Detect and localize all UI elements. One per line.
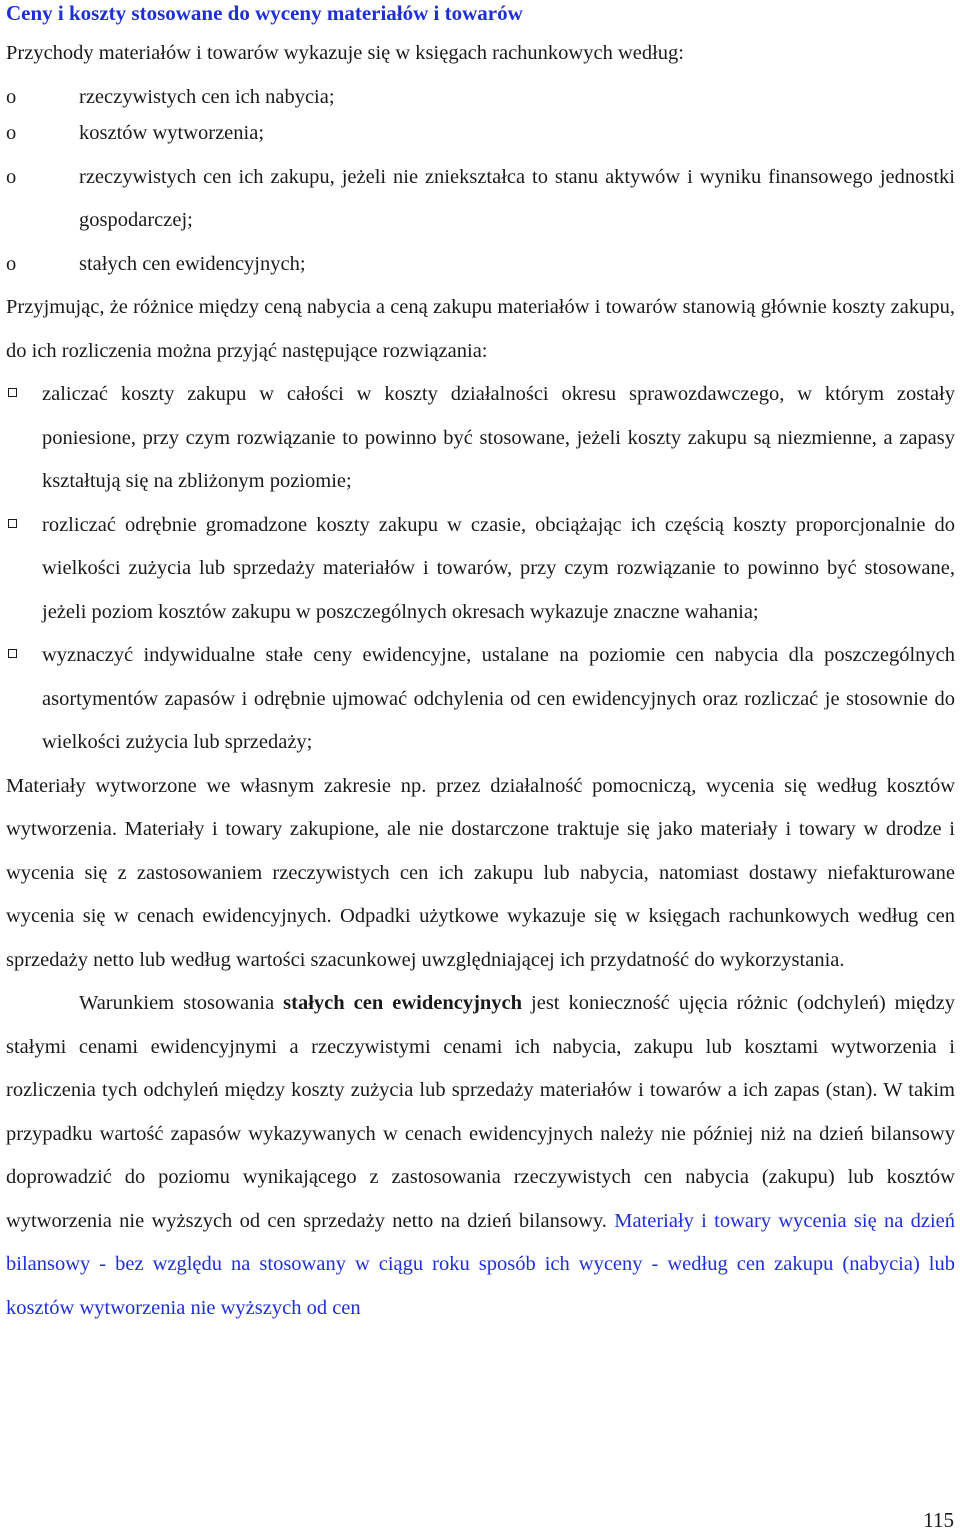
text-run: Warunkiem stosowania bbox=[79, 992, 284, 1014]
list-item-text: rzeczywistych cen ich nabycia; bbox=[79, 86, 335, 108]
circle-bullet-icon: o bbox=[6, 252, 17, 275]
list-item-text: rzeczywistych cen ich zakupu, jeżeli nie zniekształca to stanu aktywów i wyniku finansowego jednostki gospodarczej; bbox=[79, 165, 955, 231]
square-bullet-icon bbox=[8, 388, 17, 397]
list-item bbox=[6, 112, 955, 156]
text-run: jest konieczność ujęcia różnic (odchyleń) między stałymi cenami ewidencyjnymi a rzeczywistymi cenami ich nabycia, zakupu lub kosztami wytworzenia i rozliczenia tych odchyleń między koszty zużycia lub sprzedaży materiałów i towarów a ich zapas (stan). W takim przypadku wartość zapasów wykazywanych w cenach ewidencyjnych należy nie później niż na dzień bilansowy doprowadzić do poziomu wynikającego z zastosowania rzeczywistych cen nabycia (zakupu) lub kosztów wytworzenia nie wyższych od cen sprzedaży netto na dzień bilansowy. bbox=[6, 992, 955, 1232]
list-item bbox=[6, 82, 955, 112]
list-item-text: kosztów wytworzenia; bbox=[79, 122, 265, 144]
circle-bullet-list bbox=[6, 82, 955, 286]
paragraph-materials-valuation: Materiały wytworzone we własnym zakresie np. przez działalność pomocniczą, wycenia się według kosztów wytworzenia. Materiały i towary zakupione, ale nie dostarczone traktuje się jako materiały i towary w drodze i wycenia się z zastosowaniem rzeczywistych cen ich zakupu lub nabycia, natomiast dostawy niefakturowane wycenia się w cenach ewidencyjnych. Odpadki użytkowe wykazuje się w księgach rachunkowych według cen sprzedaży netto lub według wartości szacunkowej uwzględniającej ich przydatność do wykorzystania. bbox=[6, 774, 955, 971]
list-item bbox=[6, 156, 955, 243]
paragraph-fixed-prices bbox=[6, 982, 955, 1330]
list-item bbox=[6, 243, 955, 287]
page-number: 115 bbox=[923, 1508, 954, 1532]
section-title: Ceny i koszty stosowane do wyceny materiałów i towarów bbox=[6, 1, 523, 25]
list-item bbox=[6, 634, 955, 765]
circle-bullet-icon: o bbox=[6, 165, 17, 188]
list-item-text: zaliczać koszty zakupu w całości w koszty działalności okresu sprawozdawczego, w którym zostały poniesione, przy czym rozwiązanie to powinno być stosowane, jeżeli koszty zakupu są niezmienne, a zapasy kształtują się na zbliżonym poziomie; bbox=[42, 383, 955, 492]
intro-paragraph: Przychody materiałów i towarów wykazuje się w księgach rachunkowych według: bbox=[6, 42, 685, 64]
square-bullet-icon bbox=[8, 519, 17, 528]
circle-bullet-icon: o bbox=[6, 122, 17, 144]
square-bullet-icon bbox=[8, 649, 17, 658]
list-item-text: stałych cen ewidencyjnych; bbox=[79, 252, 306, 275]
list-item-text: rozliczać odrębnie gromadzone koszty zakupu w czasie, obciążając ich częścią koszty proporcjonalnie do wielkości zużycia lub sprzedaży materiałów i towarów, przy czym rozwiązanie to powinno być stosowane, jeżeli poziom kosztów zakupu w poszczególnych okresach wykazuje znaczne wahania; bbox=[42, 513, 955, 623]
paragraph-solutions-intro: Przyjmując, że różnice między ceną nabycia a ceną zakupu materiałów i towarów stanowią głównie koszty zakupu, do ich rozliczenia można przyjąć następujące rozwiązania: bbox=[6, 296, 955, 362]
square-bullet-list bbox=[6, 373, 955, 765]
highlighted-text: Materiały i towary wycenia się na dzień bilansowy - bez względu na stosowany w ciągu roku sposób ich wyceny - według cen zakupu (nabycia) lub kosztów wytworzenia nie wyższych od cen bbox=[6, 1209, 955, 1319]
list-item bbox=[6, 373, 955, 504]
bold-term: stałych cen ewidencyjnych bbox=[283, 992, 523, 1014]
circle-bullet-icon: o bbox=[6, 86, 17, 108]
list-item bbox=[6, 504, 955, 635]
list-item-text: wyznaczyć indywidualne stałe ceny ewidencyjne, ustalane na poziomie cen nabycia dla poszczególnych asortymentów zapasów i odrębnie ujmować odchylenia od cen ewidencyjnych oraz rozliczać je stosownie do wielkości zużycia lub sprzedaży; bbox=[42, 644, 955, 753]
